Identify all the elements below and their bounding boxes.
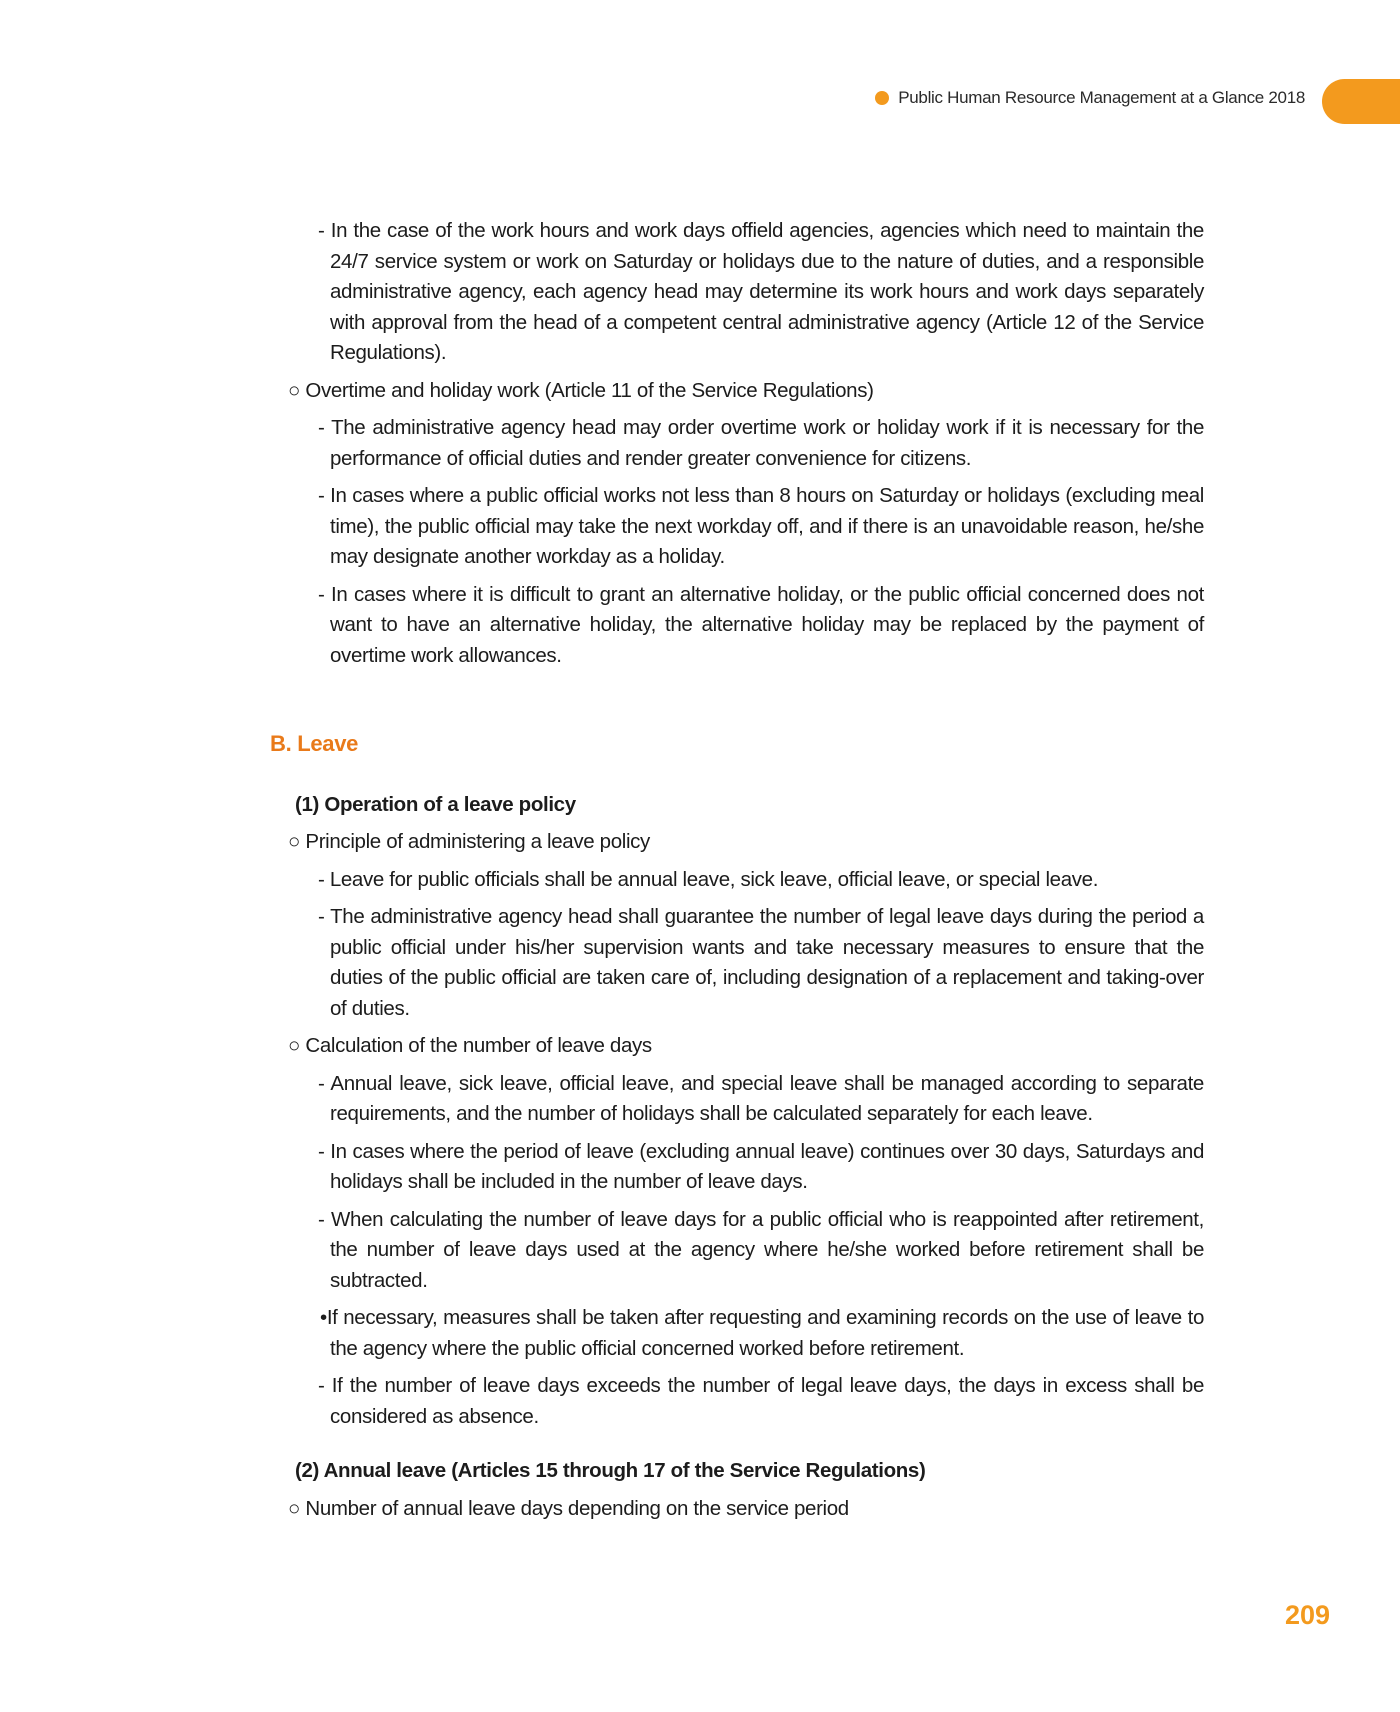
item-annual-leave-days: ○ Number of annual leave days depending on the service period [288,1496,849,1520]
item-calculation-leave-days: ○ Calculation of the number of leave days [288,1034,652,1057]
subsection-title-leave-policy: (1) Operation of a leave policy [295,792,576,816]
chapter-tab [1322,79,1400,124]
paragraph-absence: - If the number of leave days exceeds the number of legal leave days, the days in excess shall be considered as absence. [318,1374,1204,1428]
item-overtime-holiday-work: ○ Overtime and holiday work (Article 11 of the Service Regulations) [288,378,874,402]
paragraph-guarantee-leave: - The administrative agency head shall guarantee the number of legal leave days during the period a public official under his/her supervision wants and take necessary measures to ensure that the duties of the public official are taken care of, including designation of a replacement and taking-over of duties. [318,905,1204,1020]
section-title-leave: B. Leave [270,731,359,756]
paragraph-reappointed: - When calculating the number of leave days for a public official who is reappointed after retirement, the number of leave days used at the agency where he/she worked before retirement shall be subtracted. [318,1207,1204,1292]
paragraph-records-request: •If necessary, measures shall be taken after requesting and examining records on the use of leave to the agency where the public official concerned worked before retirement. [320,1306,1204,1360]
item-principle-leave-policy: ○ Principle of administering a leave policy [288,830,650,853]
orange-dot-icon [875,91,889,105]
paragraph-leave-types: - Leave for public officials shall be annual leave, sick leave, official leave, or special leave. [318,867,1099,891]
subsection-title-annual-leave: (2) Annual leave (Articles 15 through 17 of the Service Regulations) [295,1459,926,1482]
running-title: Public Human Resource Management at a Glance 2018 [898,88,1305,107]
page-body [270,216,1204,1531]
paragraph-over-30-days: - In cases where the period of leave (excluding annual leave) continues over 30 days, Saturdays and holidays shall be included in the number of leave days. [318,1139,1204,1193]
running-header [875,88,1305,108]
page-number: 209 [1285,1600,1331,1630]
paragraph-alternative-holiday: - In cases where it is difficult to grant an alternative holiday, or the public official concerned does not want to have an alternative holiday, the alternative holiday may be replaced by the payment of overtime work allowances. [318,582,1204,667]
paragraph-separate-requirements: - Annual leave, sick leave, official leave, and special leave shall be managed according to separate requirements, and the number of holidays shall be calculated separately for each leave. [318,1071,1204,1125]
paragraph-order-overtime: - The administrative agency head may order overtime work or holiday work if it is necessary for the performance of official duties and render greater convenience for citizens. [318,416,1204,470]
paragraph-saturday-work: - In cases where a public official works not less than 8 hours on Saturday or holidays (excluding meal time), the public official may take the next workday off, and if there is an unavoidable reason, he/she may designate another workday as a holiday. [318,484,1204,568]
paragraph-work-hours-field-agencies: - In the case of the work hours and work days offield agencies, agencies which need to maintain the 24/7 service system or work on Saturday or holidays due to the nature of duties, and a responsible administrative agency, each agency head may determine its work hours and work days separately with approval from the head of a competent central administrative agency (Article 12 of the Service Regulations). [318,219,1204,364]
